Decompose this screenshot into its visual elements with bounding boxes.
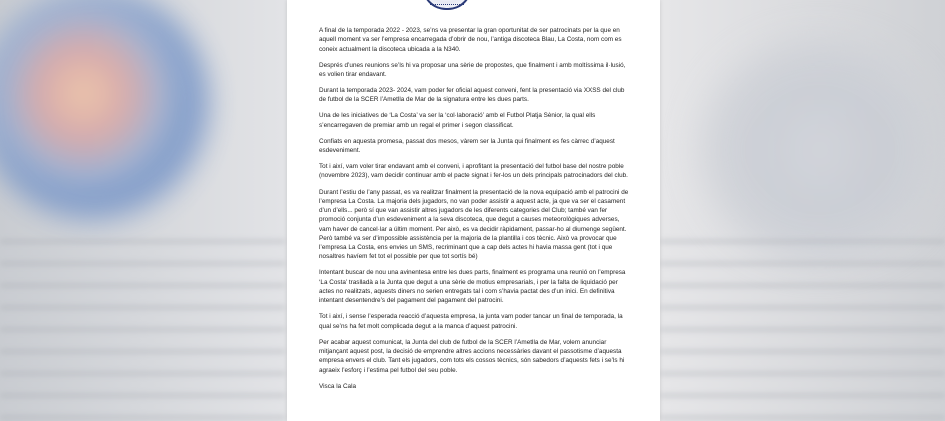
paragraph: Durant la temporada 2023- 2024, vam poder fer oficial aquest conveni, fent la presentació via XXSS del club de futbol de la SCER l’Ametlla de Mar de la signatura entre les dues parts. bbox=[319, 87, 625, 104]
blurred-text-right bbox=[660, 230, 945, 420]
paragraph: Una de les iniciatives de ‘La Costa’ va ser la ‘col·laboració’ amb el Futbol Platja Sènior, la qual ells s’encarregaven de premiar amb un regal el primer i segon classificat. bbox=[319, 112, 596, 129]
sign-off: Visca la Cala bbox=[319, 382, 357, 390]
paragraph: Confiats en aquesta promesa, passat dos mesos, vàrem ser la Junta qui finalment es fes càrrec d’aquest esdeveniment. bbox=[319, 137, 615, 155]
blurred-shape bbox=[700, 40, 940, 260]
document-page bbox=[287, 0, 660, 421]
blurred-club-logo bbox=[0, 0, 210, 220]
paragraph: Durant l’estiu de l’any passat, es va realitzar finalment la presentació de la nova equipació amb el patrocini de l’empresa La Costa. La majoria dels jugadors, no van poder assistir a aquest acte, ja que va ser el casament d’un d’ells... però sí que van assistir altres jugadors de les diferents categories del Club; també van fer promoció conjunta d’un esdeveniment a la seva discoteca, que degut a causes meteorològiques adverses, vam haver de cancel·lar a últim moment. Per això, es va decidir ràpidament, passar-ho al diumenge següent. Però també va ser d’impossible assistència per la majoria de la plantilla i cos tècnic. Això va provocar que l’empresa La Costa, ens envies un SMS, recriminant que a cap dels actes hi havia massa gent (tot i que nosaltres havíem fet tot el possible per que tot sortís bé) bbox=[319, 188, 629, 261]
blurred-text-left bbox=[0, 230, 285, 420]
paragraph: Intentant buscar de nou una avinentesa entre les dues parts, finalment es programa una reunió on l’empresa ‘La Costa’ traslladà a la Junta que degut a una sèrie de motius empresarials, i per la falta de liquidació per actes no realitzats, aquests diners no serien entregats tal i com s’havia pactat des d’un inici. En definitiva intentant desentendre’s del pagament del pagament del patrocini. bbox=[319, 269, 626, 305]
paragraph: Després d’unes reunions se’ls hi va proposar una sèrie de propostes, que finalment i amb moltíssima il·lusió, es volien tirar endavant. bbox=[319, 61, 626, 78]
club-crest bbox=[422, 0, 472, 10]
statement-body bbox=[319, 26, 629, 398]
paragraph: A final de la temporada 2022 - 2023, se’ns va presentar la gran oportunitat de ser patrocinats per la que en aquell moment va ser l’empresa encarregada d’obrir de nou, l’antiga discoteca Blau, La Costa, nom com es coneix actualment la discoteca ubicada a la N340. bbox=[319, 27, 622, 53]
paragraph: Per acabar aquest comunicat, la Junta del club de futbol de la SCER l’Ametlla de Mar, volem anunciar mitjançant aquest post, la decisió de emprendre altres accions necessàries davant el passotisme d’aquesta empresa envers el club. Tant els jugadors, com tots els cossos tècnics, són sabedors d’aquests fets i se’ls hi agraeix l’esforç i l’estima pel futbol del seu poble. bbox=[319, 338, 625, 374]
paragraph: Tot i així, vam voler tirar endavant amb el conveni, i aprofitant la presentació del futbol base del nostre poble (novembre 2023), vam decidir continuar amb el pacte signat i fer-los un dels principals patrocinadors del club. bbox=[319, 163, 628, 180]
paragraph: Tot i així, i sense l’esperada reacció d’aquesta empresa, la junta vam poder tancar un final de temporada, la qual se’ns ha fet molt complicada degut a la manca d’aquest patrocini. bbox=[319, 313, 623, 330]
